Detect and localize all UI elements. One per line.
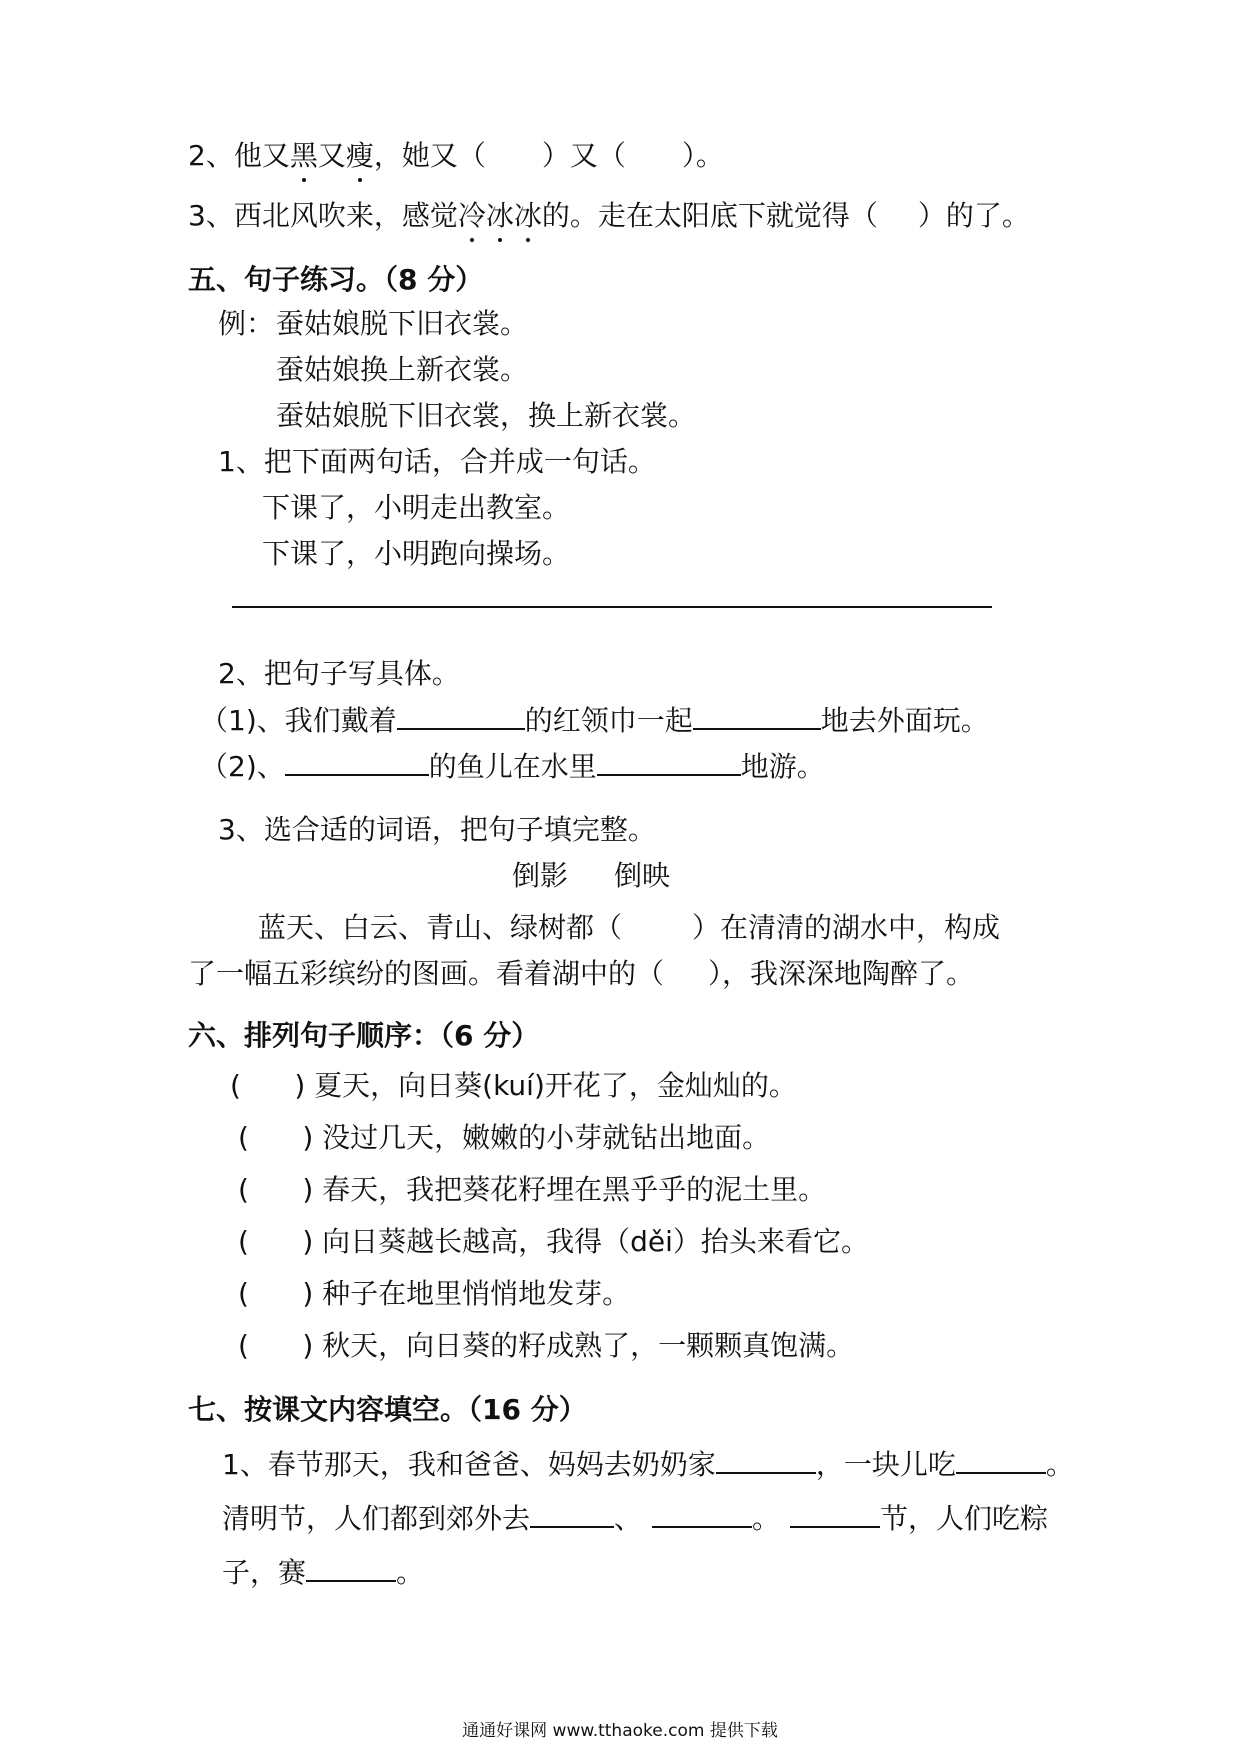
- text: 向日葵越长越高，我得（děi）抬头来看它。: [322, 1225, 869, 1258]
- q5-2-1: [200, 702, 989, 739]
- blank: [397, 702, 525, 730]
- blank: [693, 702, 821, 730]
- q5-1-prompt: 1、把下面两句话，合并成一句话。: [218, 445, 656, 478]
- text: 的。走在太阳底下就觉得（: [541, 199, 878, 232]
- text: 。: [396, 1556, 425, 1589]
- section5-heading: 五、句子练习。（8 分）: [188, 263, 484, 296]
- blank: [956, 1446, 1046, 1474]
- example-line-2: 蚕姑娘换上新衣裳。: [276, 353, 529, 386]
- paren-blank: ( ): [238, 1277, 323, 1310]
- dotted-char: 冷: [457, 199, 486, 232]
- q4-3: [188, 198, 1030, 234]
- text: （2)、: [200, 750, 285, 783]
- text: 。: [752, 1502, 781, 1535]
- text: 3、西北风吹来，感觉: [188, 199, 458, 232]
- text: ），我深深地陶醉了。: [708, 957, 975, 990]
- answer-line: [232, 606, 992, 608]
- blank: [285, 748, 429, 776]
- text: 没过几天，嫩嫩的小芽就钻出地面。: [322, 1121, 771, 1154]
- paren-blank: ( ): [238, 1225, 323, 1258]
- text: 种子在地里悄悄地发芽。: [322, 1277, 631, 1310]
- q7-line-1: [222, 1446, 1074, 1483]
- blank: [306, 1554, 396, 1582]
- blank: [597, 748, 741, 776]
- text: 地游。: [740, 750, 825, 783]
- q5-2-prompt: 2、把句子写具体。: [218, 657, 460, 690]
- q5-3-line-1: [258, 910, 1000, 946]
- dotted-char: 冰: [513, 199, 542, 232]
- text: ，一块儿吃: [815, 1448, 956, 1481]
- paren-blank: ( ): [238, 1329, 323, 1362]
- section6-heading: 六、排列句子顺序：（6 分）: [188, 1019, 540, 1052]
- text: 子，赛: [222, 1556, 307, 1589]
- text: 地去外面玩。: [820, 704, 989, 737]
- dotted-char: 瘦: [345, 139, 374, 172]
- text: 秋天，向日葵的籽成熟了，一颗颗真饱满。: [322, 1329, 855, 1362]
- text: ）又（: [541, 139, 626, 172]
- option-2: 倒映: [614, 859, 671, 892]
- q5-1-line-1: 下课了，小明走出教室。: [262, 491, 571, 524]
- q7-line-3: [222, 1554, 424, 1591]
- footer-text: 通通好课网 www.tthaoke.com 提供下载: [462, 1721, 778, 1741]
- section7-heading: 七、按课文内容填空。（16 分）: [188, 1393, 587, 1426]
- q5-2-2: [200, 748, 825, 785]
- dotted-char: 黑: [289, 139, 318, 172]
- text: 蓝天、白云、青山、绿树都（: [258, 911, 623, 944]
- text: 又: [317, 139, 346, 172]
- example-label: 例：: [218, 307, 275, 340]
- q4-2: [188, 138, 724, 174]
- paren-blank: ( ): [238, 1173, 323, 1206]
- text: 、: [614, 1502, 643, 1535]
- blank: [716, 1446, 816, 1474]
- order-item: [230, 1068, 797, 1104]
- option-1: 倒影: [512, 859, 569, 892]
- text: 的鱼儿在水里: [428, 750, 597, 783]
- text: ）在清清的湖水中，构成: [692, 911, 1001, 944]
- text: 了一幅五彩缤纷的图画。看着湖中的（: [188, 957, 665, 990]
- text: 1、春节那天，我和爸爸、妈妈去奶奶家: [222, 1448, 716, 1481]
- order-item: [238, 1120, 770, 1156]
- q5-3-line-2: [188, 956, 974, 992]
- blank: [652, 1500, 752, 1528]
- order-item: [238, 1328, 854, 1364]
- text: 清明节，人们都到郊外去: [222, 1502, 531, 1535]
- text: 夏天，向日葵(kuí)开花了，金灿灿的。: [314, 1069, 797, 1102]
- paren-blank: ( ): [238, 1121, 323, 1154]
- order-item: [238, 1224, 869, 1260]
- q7-line-2: [222, 1500, 1048, 1537]
- order-item: [238, 1276, 630, 1312]
- text: ，她又（: [373, 139, 486, 172]
- text: ）的了。: [917, 199, 1030, 232]
- text: 。: [1045, 1448, 1074, 1481]
- blank: [790, 1500, 880, 1528]
- dotted-char: 冰: [485, 199, 514, 232]
- text: ）。: [681, 139, 724, 172]
- text: 2、他又: [188, 139, 290, 172]
- q5-1-line-2: 下课了，小明跑向操场。: [262, 537, 571, 570]
- text: （1)、我们戴着: [200, 704, 397, 737]
- example-line-3: 蚕姑娘脱下旧衣裳，换上新衣裳。: [276, 399, 697, 432]
- text: 的红领巾一起: [524, 704, 693, 737]
- order-item: [238, 1172, 826, 1208]
- text: 春天，我把葵花籽埋在黑乎乎的泥土里。: [322, 1173, 827, 1206]
- paren-blank: ( ): [230, 1069, 315, 1102]
- blank: [530, 1500, 614, 1528]
- text: 节，人们吃粽: [880, 1502, 1049, 1535]
- example-line-1: 蚕姑娘脱下旧衣裳。: [276, 307, 529, 340]
- q5-3-prompt: 3、选合适的词语，把句子填完整。: [218, 813, 656, 846]
